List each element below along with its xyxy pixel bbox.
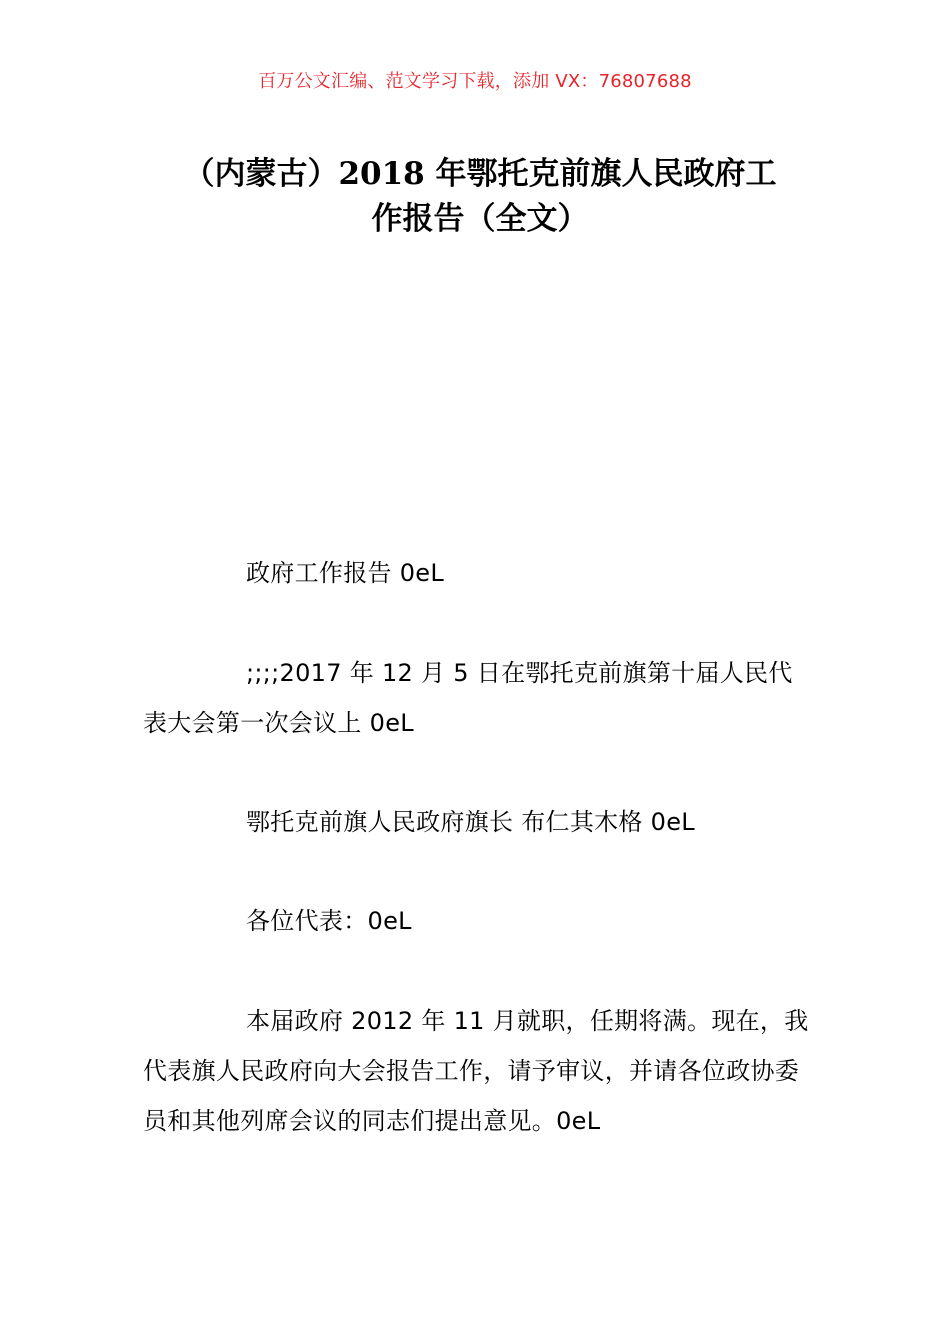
paragraph-report-heading: 政府工作报告 0eL	[246, 559, 445, 587]
paragraph-salutation: 各位代表：0eL	[246, 907, 412, 935]
paragraph-opening: 本届政府 2012 年 11 月就职，任期将满。现在，我代表旗人民政府向大会报告工作，请予审议，并请各位政协委员和其他列席会议的同志们提出意见。0eL	[143, 1007, 809, 1135]
document-title-line-1: （内蒙古）2018 年鄂托克前旗人民政府工	[183, 156, 777, 192]
paragraph-speaker: 鄂托克前旗人民政府旗长 布仁其木格 0eL	[246, 808, 695, 836]
document-title	[140, 152, 820, 242]
header-watermark-note: 百万公文汇编、范文学习下载，添加 VX：76807688	[258, 71, 692, 92]
paragraph-meeting-date: ;;;;2017 年 12 月 5 日在鄂托克前旗第十届人民代表大会第一次会议上 0eL	[143, 659, 793, 737]
document-title-line-2: 作报告（全文）	[371, 201, 589, 237]
